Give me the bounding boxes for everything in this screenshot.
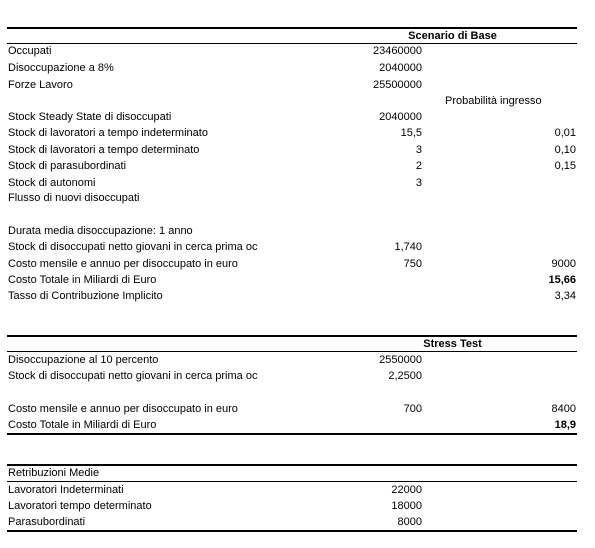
row-value: 2550000 [379, 354, 422, 366]
contribution-rate-value: 3,34 [554, 290, 576, 302]
stress-header-rule [7, 351, 577, 352]
row-label: Tasso di Contribuzione Implicito [8, 290, 163, 302]
retrib-header-rule [7, 481, 577, 482]
row-label: Forze Lavoro [8, 79, 73, 91]
row-value: 3 [415, 177, 422, 189]
row-value: 18000 [391, 500, 422, 512]
row-value: 2040000 [379, 111, 422, 123]
row-label: Stock di autonomi [8, 177, 96, 189]
row-label: Stock Steady State di disoccupati [8, 111, 172, 123]
row-label: Stock di parasubordinati [8, 160, 127, 172]
stress-test-header: Stress Test [423, 338, 482, 350]
row-label: Disoccupazione a 8% [8, 62, 114, 74]
row-value: 2 [415, 160, 422, 172]
row-value: 2,2500 [388, 370, 422, 382]
row-label: Occupati [8, 45, 52, 57]
row-probability: 0,01 [554, 127, 576, 139]
row-label: Disoccupazione al 10 percento [8, 354, 159, 366]
row-value: 3 [415, 144, 422, 156]
retrib-bottom-rule [7, 530, 577, 532]
total-cost-value: 18,9 [554, 419, 576, 431]
row-value: 750 [403, 258, 422, 270]
row-value: 8000 [397, 516, 422, 528]
row-value: 25500000 [373, 79, 422, 91]
row-label: Costo Totale in Miliardi di Euro [8, 419, 157, 431]
scenario-base-header: Scenario di Base [408, 30, 497, 42]
row-value: 2040000 [379, 62, 422, 74]
row-label: Costo mensile e annuo per disoccupato in euro [8, 258, 238, 270]
row-annual-value: 8400 [551, 403, 576, 415]
total-cost-value: 15,66 [548, 274, 576, 286]
row-value: 22000 [391, 484, 422, 496]
row-label: Lavoratori Indeterminati [8, 484, 124, 496]
row-label: Stock di disoccupati netto giovani in cerca prima oc [8, 241, 258, 253]
row-value: 700 [403, 403, 422, 415]
row-label: Parasubordinati [8, 516, 86, 528]
row-label: Stock di lavoratori a tempo indeterminato [8, 127, 208, 139]
row-label: Stock di lavoratori a tempo determinato [8, 144, 200, 156]
row-label: Costo mensile e annuo per disoccupato in euro [8, 403, 238, 415]
row-probability: 0,10 [554, 144, 576, 156]
row-label: Durata media disoccupazione: 1 anno [8, 225, 193, 237]
row-value: 1,740 [394, 241, 422, 253]
row-label: Costo Totale in Miliardi di Euro [8, 274, 157, 286]
stress-bottom-rule [7, 433, 577, 435]
row-label: Lavoratori tempo determinato [8, 500, 152, 512]
probability-header: Probabilità ingresso [445, 95, 542, 107]
row-annual-value: 9000 [551, 258, 576, 270]
row-label: Flusso di nuovi disoccupati [8, 192, 140, 204]
retrib-header: Retribuzioni Medie [8, 467, 100, 479]
row-value: 15,5 [400, 127, 422, 139]
row-value: 23460000 [373, 45, 422, 57]
row-label: Stock di disoccupati netto giovani in cerca prima oc [8, 370, 258, 382]
row-probability: 0,15 [554, 160, 576, 172]
